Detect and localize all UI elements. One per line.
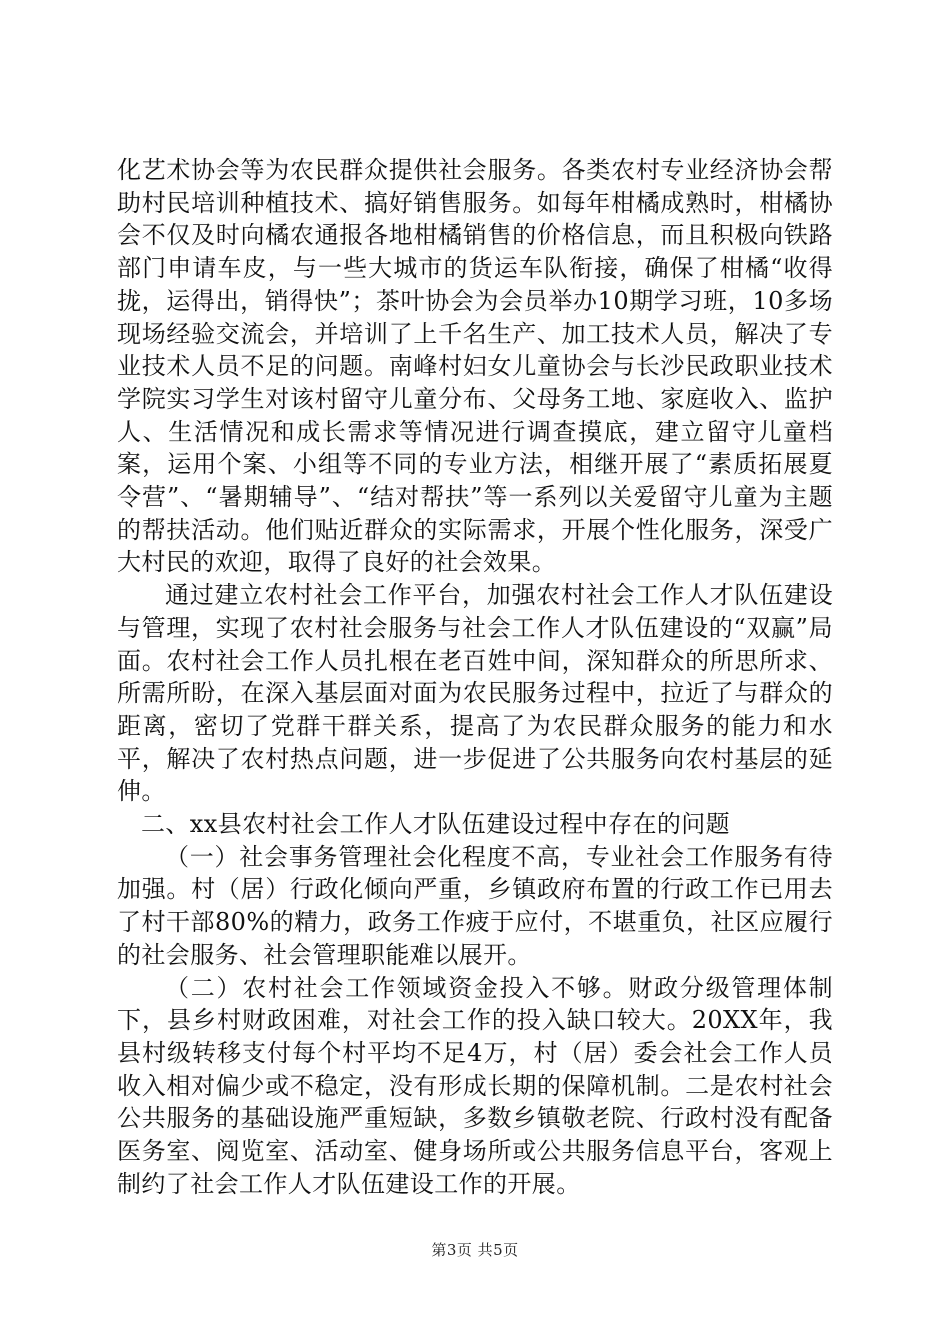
paragraph-problem-2: （二）农村社会工作领域资金投入不够。财政分级管理体制下，县乡村财政困难，对社会工作的投入缺口较大。20XX年，我县村级转移支付每个村平均不足4万，村（居）委会社会工作人员收入相对偏少或不稳定，没有形成长期的保障机制。二是农村社会公共服务的基础设施严重短缺，多数乡镇敬老院、行政村没有配备医务室、阅览室、活动室、健身场所或公共服务信息平台，客观上制约了社会工作人才队伍建设工作的开展。 [117, 973, 833, 1198]
paragraph-continuation: 化艺术协会等为农民群众提供社会服务。各类农村专业经济协会帮助村民培训种植技术、搞好销售服务。如每年柑橘成熟时，柑橘协会不仅及时向橘农通报各地柑橘销售的价格信息，而且积极向铁路部门申请车皮，与一些大城市的货运车队衔接，确保了柑橘“收得拢，运得出，销得快”；茶叶协会为会员举办10期学习班，10多场现场经验交流会，并培训了上千名生产、加工技术人员，解决了专业技术人员不足的问题。南峰村妇女儿童协会与长沙民政职业技术学院实习学生对该村留守儿童分布、父母务工地、家庭收入、监护人、生活情况和成长需求等情况进行调查摸底，建立留守儿童档案，运用个案、小组等不同的专业方法，相继开展了“素质拓展夏令营”、“暑期辅导”、“结对帮扶”等一系列以关爱留守儿童为主题的帮扶活动。他们贴近群众的实际需求，开展个性化服务，深受广大村民的欢迎，取得了良好的社会效果。 [117, 156, 833, 577]
document-body [117, 154, 833, 1201]
paragraph-problem-1: （一）社会事务管理社会化程度不高，专业社会工作服务有待加强。村（居）行政化倾向严重，乡镇政府布置的行政工作已用去了村干部80%的精力，政务工作疲于应付，不堪重负，社区应履行的社会服务、社会管理职能难以展开。 [117, 842, 833, 969]
page-number-footer: 第3页 共5页 [431, 1241, 519, 1259]
section-heading: 二、xx县农村社会工作人才队伍建设过程中存在的问题 [141, 810, 731, 839]
paragraph-results: 通过建立农村社会工作平台，加强农村社会工作人才队伍建设与管理，实现了农村社会服务与社会工作人才队伍建设的“双赢”局面。农村社会工作人员扎根在老百姓中间，深知群众的所思所求、所需所盼，在深入基层面对面为农民服务过程中，拉近了与群众的距离，密切了党群干群关系，提高了为农民群众服务的能力和水平，解决了农村热点问题，进一步促进了公共服务向农村基层的延伸。 [117, 581, 833, 806]
